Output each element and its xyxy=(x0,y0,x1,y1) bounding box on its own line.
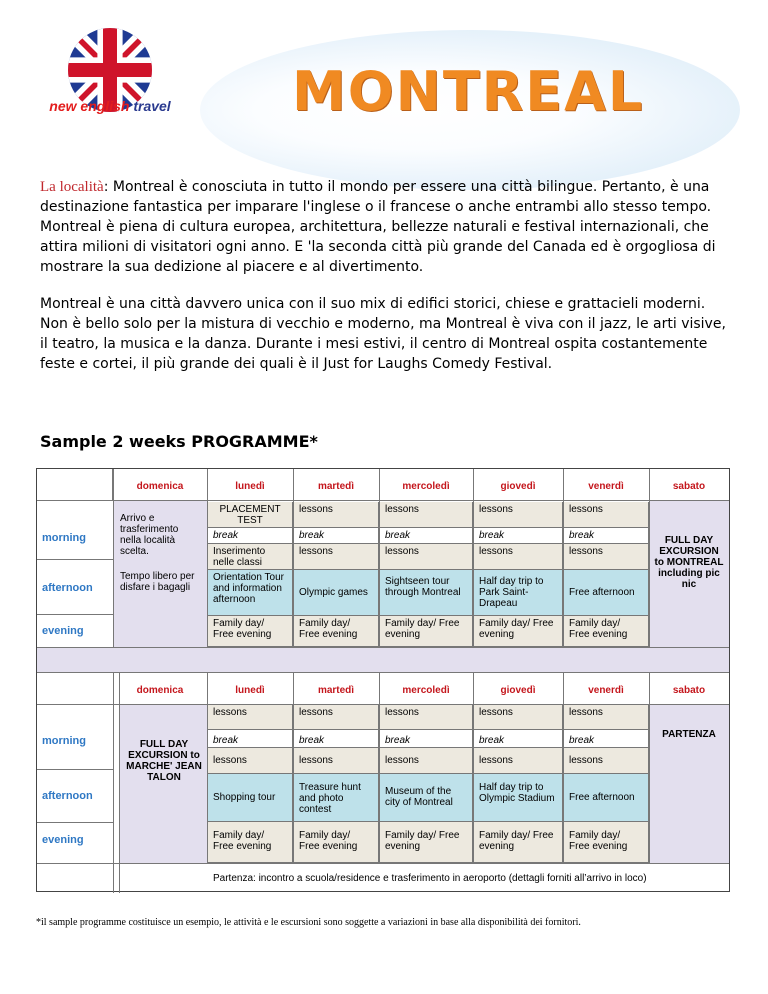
w2-mon-evening: Family day/ Free evening xyxy=(208,822,293,863)
page-title: MONTREAL xyxy=(292,60,645,123)
programme-heading: Sample 2 weeks PROGRAMME* xyxy=(40,432,318,451)
header-sabato: sabato xyxy=(672,481,706,492)
header-mercoledi: mercoledì xyxy=(402,481,450,492)
w1-tue-break: break xyxy=(294,528,379,544)
w2-fri-lessons-2: lessons xyxy=(564,748,649,774)
w2-header-domenica: domenica xyxy=(136,685,184,696)
w2-fri-break: break xyxy=(564,730,649,748)
w2-header-giovedi: giovedì xyxy=(500,685,536,696)
w1-sunday-morning: Arrivo e trasferimento nella località scelta. xyxy=(120,513,179,557)
w2-thu-lessons: lessons xyxy=(474,705,563,730)
row-label-morning: morning xyxy=(42,532,86,544)
w2-row-label-evening: evening xyxy=(42,834,84,846)
logo xyxy=(40,28,180,128)
w1-placement-test: PLACEMENT TEST xyxy=(208,502,293,528)
w1-fri-evening: Family day/ Free evening xyxy=(564,616,649,647)
w1-wed-lessons-2: lessons xyxy=(380,544,473,570)
w2-sunday-excursion: FULL DAY EXCURSION to MARCHE' JEAN TALON xyxy=(126,739,202,783)
w2-mon-afternoon: Shopping tour xyxy=(208,774,293,822)
w2-fri-afternoon: Free afternoon xyxy=(564,774,649,822)
w2-mon-break: break xyxy=(208,730,293,748)
logo-text: new english travel xyxy=(49,98,171,114)
w2-wed-lessons: lessons xyxy=(380,705,473,730)
w2-wed-lessons-2: lessons xyxy=(380,748,473,774)
w2-tue-break: break xyxy=(294,730,379,748)
w1-thu-lessons: lessons xyxy=(474,502,563,528)
footnote: *il sample programme costituisce un esempio, le attività e le escursioni sono soggette a variazioni in base alla disponibilità dei fornitori. xyxy=(36,917,581,928)
w1-wed-lessons: lessons xyxy=(380,502,473,528)
w2-fri-lessons: lessons xyxy=(564,705,649,730)
header-martedi: martedì xyxy=(317,481,355,492)
row-label-evening: evening xyxy=(42,625,84,637)
header-lunedi: lunedì xyxy=(235,481,265,492)
w1-thu-afternoon: Half day trip to Park Saint-Drapeau xyxy=(474,570,563,616)
w1-mon-evening: Family day/ Free evening xyxy=(208,616,293,647)
w2-row-label-afternoon: afternoon xyxy=(42,790,93,802)
w1-wed-break: break xyxy=(380,528,473,544)
w1-fri-afternoon: Free afternoon xyxy=(564,570,649,616)
w2-thu-evening: Family day/ Free evening xyxy=(474,822,563,863)
w2-thu-lessons-2: lessons xyxy=(474,748,563,774)
w1-saturday-excursion: FULL DAY EXCURSION to MONTREAL including pic nic xyxy=(654,535,724,590)
w2-tue-afternoon: Treasure hunt and photo contest xyxy=(294,774,379,822)
row-label-afternoon: afternoon xyxy=(42,582,93,594)
header-giovedi: giovedì xyxy=(500,481,536,492)
w1-tue-evening: Family day/ Free evening xyxy=(294,616,379,647)
w1-thu-evening: Family day/ Free evening xyxy=(474,616,563,647)
w1-mon-break: break xyxy=(208,528,293,544)
w2-tue-evening: Family day/ Free evening xyxy=(294,822,379,863)
w1-mon-inserimento: Inserimento nelle classi xyxy=(208,544,293,570)
header-domenica: domenica xyxy=(136,481,184,492)
w2-mon-lessons: lessons xyxy=(208,705,293,730)
w1-mon-orientation: Orientation Tour and information afternoon xyxy=(208,570,293,616)
w2-saturday-partenza: PARTENZA xyxy=(662,729,716,740)
w2-wed-afternoon: Museum of the city of Montreal xyxy=(380,774,473,822)
w2-tue-lessons-2: lessons xyxy=(294,748,379,774)
w1-tue-lessons: lessons xyxy=(294,502,379,528)
intro-paragraph-1: La località: Montreal è conosciuta in tutto il mondo per essere una città bilingue. Pertanto, è una destinazione fantastica per imparare l'inglese o il francese o anche entrambi allo stesso tempo. Montreal è piena di cultura europea, architettura, bellezze naturali e festival internazionali, che attira milioni di visitatori ogni anno. E 'la seconda città più grande del Canada ed è orgogliosa di mostrare la sua dedizione al piacere e al divertimento. xyxy=(40,179,716,275)
w2-mon-lessons-2: lessons xyxy=(208,748,293,774)
w2-thu-afternoon: Half day trip to Olympic Stadium xyxy=(474,774,563,822)
w1-tue-lessons-2: lessons xyxy=(294,544,379,570)
w1-fri-lessons: lessons xyxy=(564,502,649,528)
w2-header-mercoledi: mercoledì xyxy=(402,685,450,696)
w1-fri-lessons-2: lessons xyxy=(564,544,649,570)
w2-wed-break: break xyxy=(380,730,473,748)
w2-header-sabato: sabato xyxy=(672,685,706,696)
departure-note: Partenza: incontro a scuola/residence e trasferimento in aeroporto (dettagli forniti all’arrivo in loco) xyxy=(213,873,647,884)
w1-fri-break: break xyxy=(564,528,649,544)
w2-wed-evening: Family day/ Free evening xyxy=(380,822,473,863)
w1-wed-evening: Family day/ Free evening xyxy=(380,616,473,647)
w2-thu-break: break xyxy=(474,730,563,748)
w2-tue-lessons: lessons xyxy=(294,705,379,730)
w1-sunday-afternoon: Tempo libero per disfare i bagagli xyxy=(120,571,195,593)
w2-header-lunedi: lunedì xyxy=(235,685,265,696)
w1-wed-afternoon: Sightseen tour through Montreal xyxy=(380,570,473,616)
header-venerdi: venerdì xyxy=(588,481,624,492)
w2-fri-evening: Family day/ Free evening xyxy=(564,822,649,863)
location-label: La località xyxy=(40,179,104,195)
w2-header-venerdi: venerdì xyxy=(588,685,624,696)
w2-header-martedi: martedì xyxy=(317,685,355,696)
w1-thu-lessons-2: lessons xyxy=(474,544,563,570)
w1-tue-afternoon: Olympic games xyxy=(294,570,379,616)
w1-thu-break: break xyxy=(474,528,563,544)
intro-paragraph-2: Montreal è una città davvero unica con il suo mix di edifici storici, chiese e grattacieli moderni. Non è bello solo per la mistura di vecchio e moderno, ma Montreal è viva con il jazz, le arti visive, il teatro, la musica e la danza. Durante i mesi estivi, il centro di Montreal ospita costantemente feste e cortei, il più grande dei quali è il Just for Laughs Comedy Festival. xyxy=(40,296,726,372)
programme-table xyxy=(36,468,730,892)
w2-row-label-morning: morning xyxy=(42,735,86,747)
